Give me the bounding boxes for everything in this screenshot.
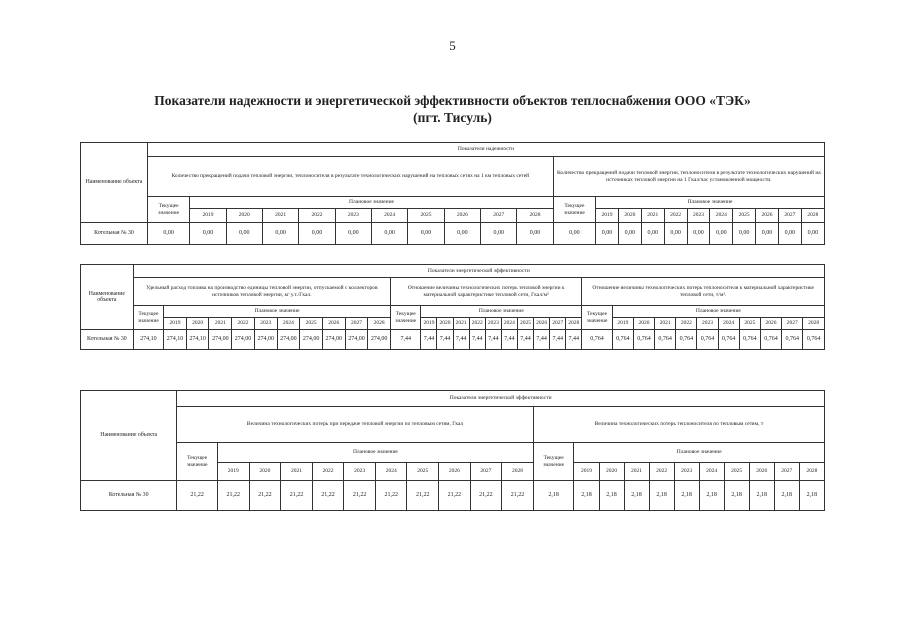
current-value-header: Текущее значение bbox=[177, 443, 218, 481]
planned-value-cell: 0,00 bbox=[687, 223, 710, 245]
planned-value-cell: 2,18 bbox=[724, 481, 749, 511]
planned-value-cell: 0,00 bbox=[596, 223, 619, 245]
current-value-header: Текущее значение bbox=[390, 306, 420, 330]
indicator-header: Удельный расход топлива на производство единицы тепловой энергии, отпускаемой с коллекторов источников тепловой энергии, кг у.т./Гкал. bbox=[133, 278, 390, 306]
year-header: 2027 bbox=[778, 209, 801, 223]
energy-efficiency-table-2 bbox=[80, 390, 825, 511]
year-header: 2025 bbox=[407, 463, 439, 481]
planned-value-cell: 2,18 bbox=[774, 481, 799, 511]
year-header: 2025 bbox=[724, 463, 749, 481]
year-header: 2025 bbox=[739, 318, 760, 330]
planned-value-cell: 21,22 bbox=[375, 481, 407, 511]
year-header: 2024 bbox=[710, 209, 733, 223]
planned-value-cell: 2,18 bbox=[624, 481, 649, 511]
current-value-cell: 21,22 bbox=[177, 481, 218, 511]
year-header: 2027 bbox=[550, 318, 566, 330]
planned-value-header: Плановое значение bbox=[574, 443, 825, 463]
planned-value-cell: 2,18 bbox=[649, 481, 674, 511]
planned-value-cell: 0,00 bbox=[299, 223, 335, 245]
planned-value-cell: 7,44 bbox=[550, 330, 566, 350]
year-header: 2023 bbox=[485, 318, 501, 330]
year-header: 2024 bbox=[375, 463, 407, 481]
year-header: 2020 bbox=[618, 209, 641, 223]
year-header: 2027 bbox=[782, 318, 803, 330]
year-header: 2020 bbox=[249, 463, 281, 481]
planned-value-cell: 21,22 bbox=[470, 481, 502, 511]
planned-value-cell: 21,22 bbox=[407, 481, 439, 511]
year-header: 2028 bbox=[502, 463, 534, 481]
planned-value-cell: 274,00 bbox=[322, 330, 345, 350]
year-header: 2021 bbox=[641, 209, 664, 223]
object-name-header: Наименование объекта bbox=[81, 391, 177, 481]
planned-value-cell: 2,18 bbox=[574, 481, 599, 511]
object-name-header: Наименование объекта bbox=[81, 143, 148, 223]
planned-value-cell: 0,00 bbox=[618, 223, 641, 245]
year-header: 2028 bbox=[368, 318, 391, 330]
current-value-cell: 2,18 bbox=[533, 481, 574, 511]
year-header: 2028 bbox=[566, 318, 582, 330]
year-header: 2019 bbox=[218, 463, 250, 481]
year-header: 2021 bbox=[281, 463, 313, 481]
year-header: 2024 bbox=[718, 318, 739, 330]
planned-value-cell: 274,00 bbox=[368, 330, 391, 350]
year-header: 2020 bbox=[437, 318, 453, 330]
year-header: 2022 bbox=[232, 318, 255, 330]
planned-value-cell: 0,00 bbox=[801, 223, 824, 245]
planned-value-cell: 0,00 bbox=[664, 223, 687, 245]
planned-value-cell: 0,00 bbox=[335, 223, 371, 245]
current-value-header: Текущее значение bbox=[582, 306, 612, 330]
planned-value-cell: 0,00 bbox=[756, 223, 779, 245]
year-header: 2020 bbox=[186, 318, 209, 330]
planned-value-cell: 2,18 bbox=[749, 481, 774, 511]
year-header: 2021 bbox=[262, 209, 298, 223]
planned-value-cell: 2,18 bbox=[599, 481, 624, 511]
year-header: 2026 bbox=[439, 463, 471, 481]
indicator-header: Количество прекращений подачи тепловой энергии, теплоносителя в результате технологических нарушений на тепловых сетях на 1 км тепловых сетей bbox=[147, 157, 553, 197]
indicator-header: Величина технологических потерь при передаче тепловой энергии по тепловым сетям, Гкал bbox=[177, 407, 533, 443]
planned-value-cell: 0,00 bbox=[226, 223, 262, 245]
year-header: 2023 bbox=[674, 463, 699, 481]
year-header: 2028 bbox=[803, 318, 825, 330]
planned-value-cell: 274,00 bbox=[277, 330, 300, 350]
indicator-header: Отношение величины технологических потерь теплоносителя к материальной характеристике тепловой сети, т/м². bbox=[582, 278, 825, 306]
current-value-cell: 274,10 bbox=[133, 330, 163, 350]
planned-value-cell: 0,764 bbox=[676, 330, 697, 350]
planned-value-cell: 0,00 bbox=[733, 223, 756, 245]
year-header: 2022 bbox=[649, 463, 674, 481]
object-name: Котельная № 30 bbox=[81, 330, 134, 350]
object-name: Котельная № 30 bbox=[81, 481, 177, 511]
planned-value-cell: 21,22 bbox=[312, 481, 344, 511]
planned-value-cell: 0,764 bbox=[739, 330, 760, 350]
year-header: 2025 bbox=[517, 318, 533, 330]
planned-value-cell: 2,18 bbox=[699, 481, 724, 511]
current-value-header: Текущее значение bbox=[553, 197, 595, 223]
planned-value-cell: 0,00 bbox=[517, 223, 553, 245]
year-header: 2022 bbox=[299, 209, 335, 223]
current-value-cell: 0,00 bbox=[553, 223, 595, 245]
planned-value-cell: 21,22 bbox=[281, 481, 313, 511]
planned-value-cell: 274,00 bbox=[300, 330, 323, 350]
planned-value-header: Плановое значение bbox=[218, 443, 534, 463]
year-header: 2023 bbox=[697, 318, 718, 330]
energy-group-header: Показатели энергетической эффективности bbox=[133, 265, 824, 278]
year-header: 2024 bbox=[277, 318, 300, 330]
year-header: 2024 bbox=[372, 209, 408, 223]
planned-value-cell: 274,00 bbox=[209, 330, 232, 350]
year-header: 2026 bbox=[749, 463, 774, 481]
planned-value-cell: 21,22 bbox=[344, 481, 376, 511]
year-header: 2028 bbox=[799, 463, 824, 481]
planned-value-cell: 7,44 bbox=[469, 330, 485, 350]
current-value-header: Текущее значение bbox=[133, 306, 163, 330]
planned-value-cell: 0,764 bbox=[612, 330, 633, 350]
year-header: 2019 bbox=[596, 209, 619, 223]
year-header: 2027 bbox=[345, 318, 368, 330]
planned-value-cell: 0,00 bbox=[372, 223, 408, 245]
planned-value-cell: 274,10 bbox=[186, 330, 209, 350]
year-header: 2020 bbox=[226, 209, 262, 223]
year-header: 2024 bbox=[501, 318, 517, 330]
year-header: 2023 bbox=[687, 209, 710, 223]
planned-value-cell: 7,44 bbox=[437, 330, 453, 350]
year-header: 2028 bbox=[517, 209, 553, 223]
document-title: Показатели надежности и энергетической эффективности объектов теплоснабжения ООО «ТЭК» bbox=[154, 93, 751, 108]
year-header: 2022 bbox=[312, 463, 344, 481]
indicator-header: Величина технологических потерь теплоносителя по тепловым сетям, т bbox=[533, 407, 824, 443]
planned-value-cell: 274,00 bbox=[345, 330, 368, 350]
planned-value-cell: 7,44 bbox=[501, 330, 517, 350]
year-header: 2022 bbox=[676, 318, 697, 330]
year-header: 2026 bbox=[534, 318, 550, 330]
year-header: 2024 bbox=[699, 463, 724, 481]
year-header: 2021 bbox=[453, 318, 469, 330]
planned-value-cell: 0,00 bbox=[778, 223, 801, 245]
current-value-header: Текущее значение bbox=[533, 443, 574, 481]
planned-value-cell: 0,764 bbox=[718, 330, 739, 350]
planned-value-cell: 274,00 bbox=[232, 330, 255, 350]
year-header: 2026 bbox=[322, 318, 345, 330]
planned-value-header: Плановое значение bbox=[421, 306, 582, 318]
planned-value-cell: 21,22 bbox=[249, 481, 281, 511]
planned-value-cell: 7,44 bbox=[421, 330, 437, 350]
planned-value-cell: 0,00 bbox=[641, 223, 664, 245]
energy-efficiency-table-1 bbox=[80, 264, 825, 350]
year-header: 2020 bbox=[633, 318, 654, 330]
object-name: Котельная № 30 bbox=[81, 223, 148, 245]
planned-value-cell: 0,00 bbox=[262, 223, 298, 245]
planned-value-cell: 7,44 bbox=[566, 330, 582, 350]
planned-value-cell: 21,22 bbox=[439, 481, 471, 511]
year-header: 2019 bbox=[612, 318, 633, 330]
planned-value-cell: 0,00 bbox=[481, 223, 517, 245]
year-header: 2025 bbox=[300, 318, 323, 330]
year-header: 2022 bbox=[664, 209, 687, 223]
year-header: 2019 bbox=[421, 318, 437, 330]
year-header: 2026 bbox=[756, 209, 779, 223]
energy-group-header: Показатели энергетической эффективности bbox=[177, 391, 825, 407]
planned-value-cell: 0,764 bbox=[697, 330, 718, 350]
current-value-header: Текущее значение bbox=[147, 197, 189, 223]
planned-value-header: Плановое значение bbox=[190, 197, 553, 209]
reliability-table bbox=[80, 142, 825, 245]
current-value-cell: 7,44 bbox=[390, 330, 420, 350]
planned-value-cell: 0,00 bbox=[190, 223, 226, 245]
year-header: 2025 bbox=[408, 209, 444, 223]
planned-value-header: Плановое значение bbox=[596, 197, 825, 209]
year-header: 2026 bbox=[444, 209, 480, 223]
planned-value-cell: 21,22 bbox=[502, 481, 534, 511]
page-number: 5 bbox=[449, 38, 456, 53]
year-header: 2020 bbox=[599, 463, 624, 481]
planned-value-cell: 274,10 bbox=[164, 330, 187, 350]
year-header: 2028 bbox=[801, 209, 824, 223]
planned-value-cell: 0,00 bbox=[710, 223, 733, 245]
year-header: 2025 bbox=[733, 209, 756, 223]
year-header: 2027 bbox=[481, 209, 517, 223]
year-header: 2026 bbox=[760, 318, 781, 330]
year-header: 2021 bbox=[624, 463, 649, 481]
planned-value-cell: 0,00 bbox=[444, 223, 480, 245]
planned-value-header: Плановое значение bbox=[612, 306, 824, 318]
planned-value-cell: 2,18 bbox=[799, 481, 824, 511]
indicator-header: Количество прекращений подачи тепловой энергии, теплоносителя в результате технологических нарушений на источниках тепловой энергии на 1 Гкал/час установленной мощности. bbox=[553, 157, 824, 197]
year-header: 2019 bbox=[164, 318, 187, 330]
planned-value-header: Плановое значение bbox=[164, 306, 391, 318]
planned-value-cell: 7,44 bbox=[517, 330, 533, 350]
planned-value-cell: 2,18 bbox=[674, 481, 699, 511]
indicator-header: Отношение величины технологических потерь тепловой энергии к материальной характеристике тепловой сети, Гкал/м² bbox=[390, 278, 581, 306]
year-header: 2023 bbox=[344, 463, 376, 481]
object-name-header: Наименование объекта bbox=[81, 265, 134, 330]
year-header: 2021 bbox=[209, 318, 232, 330]
planned-value-cell: 7,44 bbox=[453, 330, 469, 350]
year-header: 2027 bbox=[470, 463, 502, 481]
planned-value-cell: 0,764 bbox=[803, 330, 825, 350]
reliability-group-header: Показатели надежности bbox=[147, 143, 824, 157]
year-header: 2021 bbox=[655, 318, 676, 330]
current-value-cell: 0,764 bbox=[582, 330, 612, 350]
year-header: 2023 bbox=[254, 318, 277, 330]
planned-value-cell: 0,764 bbox=[782, 330, 803, 350]
year-header: 2027 bbox=[774, 463, 799, 481]
year-header: 2019 bbox=[190, 209, 226, 223]
planned-value-cell: 21,22 bbox=[218, 481, 250, 511]
year-header: 2023 bbox=[335, 209, 371, 223]
planned-value-cell: 0,00 bbox=[408, 223, 444, 245]
planned-value-cell: 7,44 bbox=[485, 330, 501, 350]
year-header: 2022 bbox=[469, 318, 485, 330]
planned-value-cell: 0,764 bbox=[633, 330, 654, 350]
planned-value-cell: 0,764 bbox=[760, 330, 781, 350]
planned-value-cell: 7,44 bbox=[534, 330, 550, 350]
planned-value-cell: 274,00 bbox=[254, 330, 277, 350]
current-value-cell: 0,00 bbox=[147, 223, 189, 245]
document-subtitle: (пгт. Тисуль) bbox=[413, 110, 492, 125]
planned-value-cell: 0,764 bbox=[655, 330, 676, 350]
year-header: 2019 bbox=[574, 463, 599, 481]
